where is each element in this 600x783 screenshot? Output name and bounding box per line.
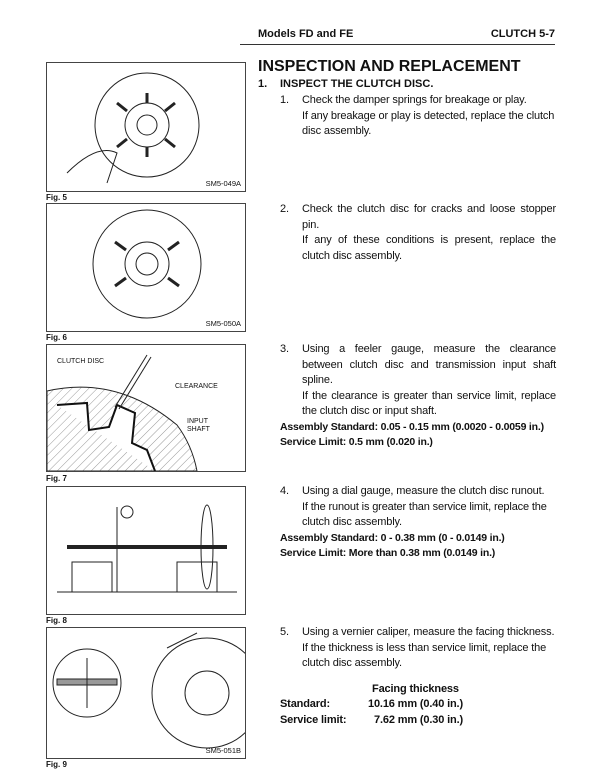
step-2 [280,202,556,264]
step-text: Using a dial gauge, measure the clutch disc runout. [302,485,545,497]
step-number: 1. [280,94,289,106]
section-title: INSPECT THE CLUTCH DISC. [280,78,434,90]
callout-input: INPUT [187,418,208,425]
page-heading: INSPECTION AND REPLACEMENT [258,58,521,75]
step-4-spec-standard: Assembly Standard: 0 - 0.38 mm (0 - 0.0149 in.) [280,531,505,544]
step-5 [280,625,556,728]
step-number: 5. [280,626,289,638]
figure-7 [46,344,246,472]
step-text-2: If the thickness is less than service limit, replace the clutch disc assembly. [302,641,547,669]
step-4 [280,484,556,562]
figure-9 [46,627,246,759]
thickness-header: Facing thickness [372,682,459,695]
step-1 [280,93,556,140]
figure-label: Fig. 9 [46,760,67,769]
figure-6 [46,203,246,332]
thickness-standard-label: Standard: [280,698,330,710]
header-page: CLUTCH 5-7 [490,28,555,40]
figure-code: SM5-051B [205,746,241,755]
figure-code: SM5-049A [205,179,241,188]
step-text: Check the damper springs for breakage or play. [302,94,527,106]
step-3-spec-standard: Assembly Standard: 0.05 - 0.15 mm (0.0020 - 0.0059 in.) [280,420,544,433]
step-number: 2. [280,203,289,215]
callout-clearance: CLEARANCE [175,383,218,390]
callout-clutch-disc: CLUTCH DISC [57,358,105,365]
figure-label: Fig. 8 [46,616,67,625]
figure-label: Fig. 5 [46,193,67,202]
step-text: Using a feeler gauge, measure the clearance between clutch disc and transmission input shaft spline. [302,343,556,386]
section-number: 1. [258,78,268,90]
header-rule [240,44,555,45]
step-text-2: If any breakage or play is detected, replace the clutch disc assembly. [302,109,555,137]
step-number: 3. [280,343,289,355]
step-text-2: If any of these conditions is present, replace the clutch disc assembly. [302,234,556,262]
figure-code: SM5-050A [205,319,241,328]
step-4-spec-limit: Service Limit: More than 0.38 mm (0.0149 in.) [280,547,496,559]
section-header [258,77,433,93]
step-3 [280,342,556,451]
figure-label: Fig. 7 [46,474,67,483]
figure-8 [46,486,246,615]
step-text: Check the clutch disc for cracks and loose stopper pin. [302,203,556,231]
thickness-table [280,682,556,729]
step-number: 4. [280,485,289,497]
step-3-spec-limit: Service Limit: 0.5 mm (0.020 in.) [280,436,433,448]
step-text-2: If the clearance is greater than service limit, replace the clutch disc or input shaft. [302,389,556,417]
thickness-limit-label: Service limit: [280,713,347,726]
thickness-standard-value: 10.16 mm (0.40 in.) [368,698,463,710]
callout-shaft: SHAFT [187,426,210,433]
figure-label: Fig. 6 [46,333,67,342]
step-text-2: If the runout is greater than service limit, replace the clutch disc assembly. [302,500,547,528]
figure-5 [46,62,246,192]
header-models: Models FD and FE [258,28,354,40]
thickness-limit-value: 7.62 mm (0.30 in.) [374,713,464,726]
step-text: Using a vernier caliper, measure the facing thickness. [302,626,555,638]
